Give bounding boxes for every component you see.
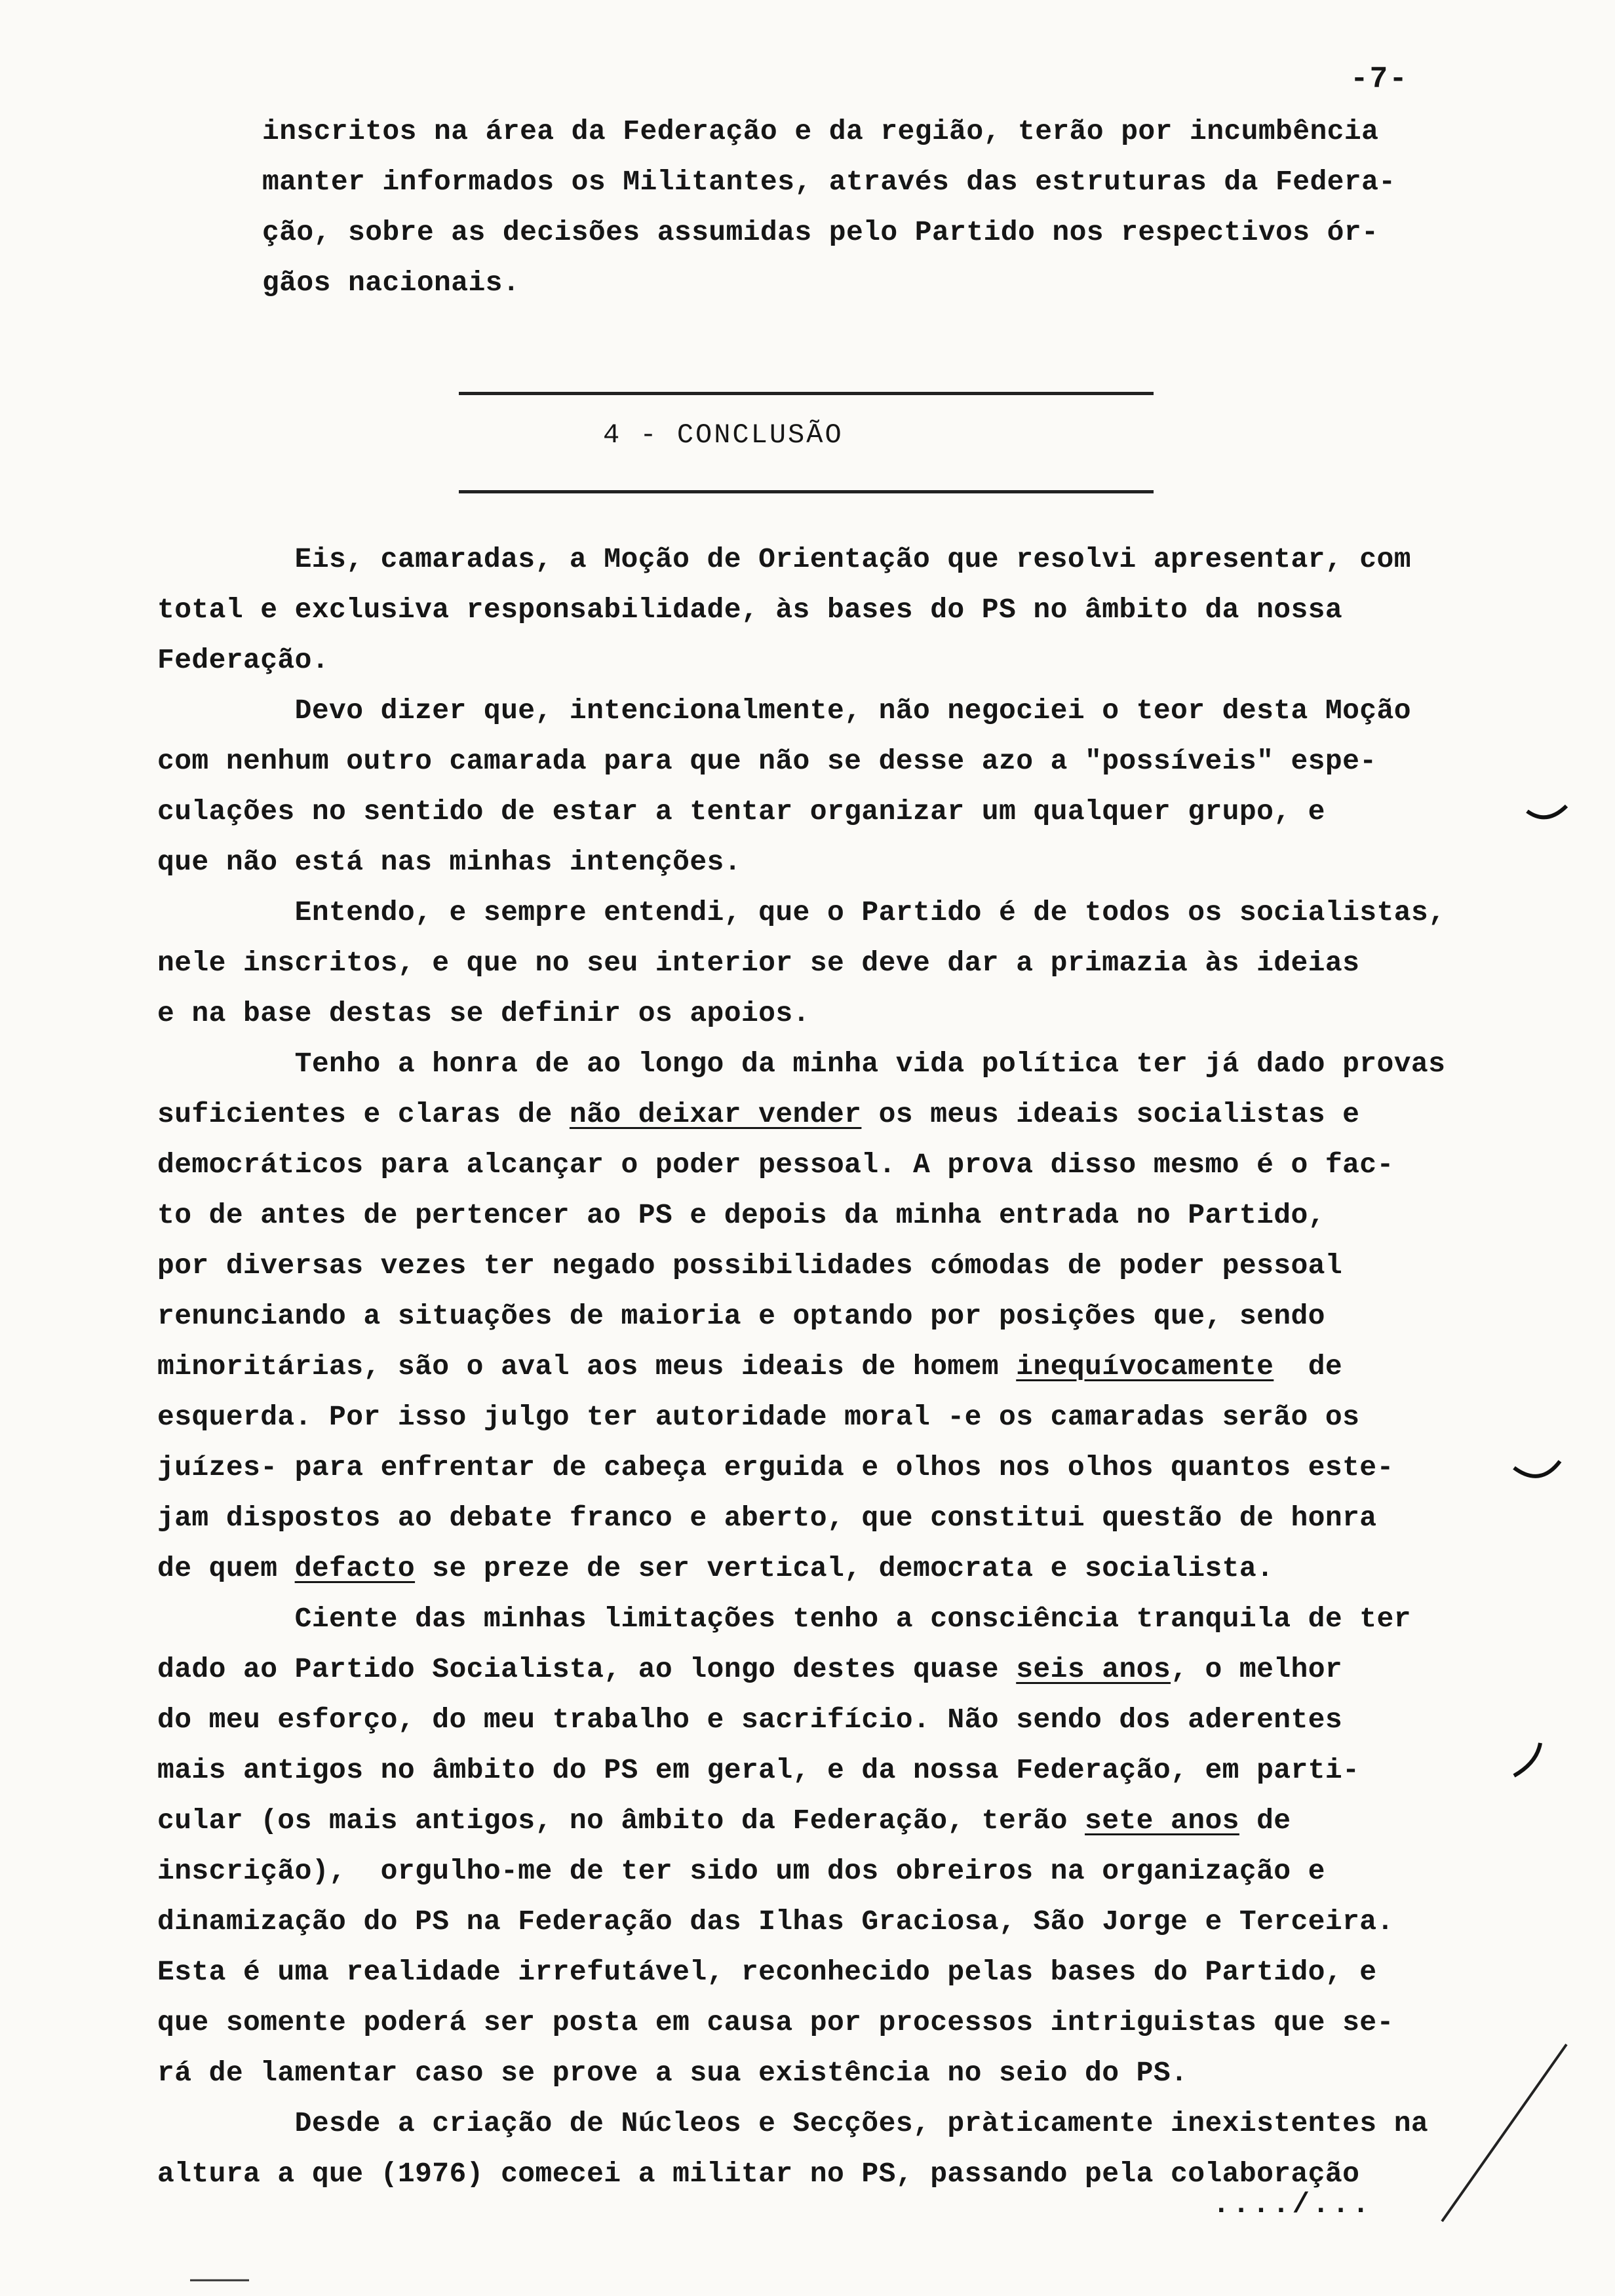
scan-dash [190,2274,269,2287]
intro-line: manter informados os Militantes, através das estruturas da Federa- [262,166,1396,198]
page-number: -7- [1350,62,1409,96]
text-line: nele inscritos, e que no seu interior se deve dar a primazia às ideias [157,947,1360,979]
text-line: dado ao Partido Socialista, ao longo destes quase seis anos, o melhor [157,1653,1343,1685]
text-line: mais antigos no âmbito do PS em geral, e da nossa Federação, em parti- [157,1754,1360,1786]
heading-rule-bottom [459,490,1154,493]
text-line: Desde a criação de Núcleos e Secções, pràticamente inexistentes na [157,2107,1429,2139]
text-line: inscrição), orgulho-me de ter sido um dos obreiros na organização e [157,1855,1325,1887]
text-line: minoritárias, são o aval aos meus ideais de homem inequívocamente de [157,1350,1343,1383]
text-line: rá de lamentar caso se prove a sua existência no seio do PS. [157,2057,1188,2089]
text-line: e na base destas se definir os apoios. [157,997,810,1029]
text-line: por diversas vezes ter negado possibilidades cómodas de poder pessoal [157,1250,1343,1282]
section-heading: 4 - CONCLUSÃO [603,419,844,451]
margin-tick-3 [1514,1743,1540,1776]
text-line: Entendo, e sempre entendi, que o Partido é de todos os socialistas, [157,896,1446,928]
underlined-phrase: defacto [294,1552,416,1584]
text-line: culações no sentido de estar a tentar organizar um qualquer grupo, e [157,795,1325,828]
text-line: suficientes e claras de não deixar vender os meus ideais socialistas e [157,1098,1360,1130]
pen-stroke [1429,2031,1586,2228]
margin-tick-1 [1527,806,1566,817]
intro-line: inscritos na área da Federação e da região, terão por incumbência [262,115,1379,147]
text-line: de quem defacto se preze de ser vertical, democrata e socialista. [157,1552,1274,1584]
underlined-phrase: inequívocamente [1016,1350,1274,1383]
underlined-phrase: sete anos [1085,1805,1239,1837]
text-line: Esta é uma realidade irrefutável, reconhecido pelas bases do Partido, e [157,1956,1377,1988]
text-line: que somente poderá ser posta em causa por processos intriguistas que se- [157,2006,1394,2038]
text-line: Devo dizer que, intencionalmente, não negociei o teor desta Moção [157,695,1411,727]
margin-tick-2 [1514,1461,1560,1476]
text-line: to de antes de pertencer ao PS e depois da minha entrada no Partido, [157,1199,1325,1231]
continuation-mark: ..../... [1213,2189,1372,2221]
text-line: com nenhum outro camarada para que não se desse azo a "possíveis" espe- [157,745,1377,777]
heading-rule-top [459,392,1154,395]
text-line: Eis, camaradas, a Moção de Orientação que resolvi apresentar, com [157,543,1411,575]
text-line: democráticos para alcançar o poder pessoal. A prova disso mesmo é o fac- [157,1149,1394,1181]
text-line: do meu esforço, do meu trabalho e sacrifício. Não sendo dos aderentes [157,1704,1343,1736]
text-line: cular (os mais antigos, no âmbito da Federação, terão sete anos de [157,1805,1291,1837]
text-line: altura a que (1976) comecei a militar no PS, passando pela colaboração [157,2158,1360,2190]
conclusion-text [157,534,1468,2199]
text-line: Tenho a honra de ao longo da minha vida política ter já dado provas [157,1048,1446,1080]
text-line: Federação. [157,644,330,676]
margin-marks [1501,754,1580,1999]
text-line: renunciando a situações de maioria e optando por posições que, sendo [157,1300,1325,1332]
intro-line: ção, sobre as decisões assumidas pelo Partido nos respectivos ór- [262,216,1379,248]
underlined-phrase: não deixar vender [569,1098,862,1130]
intro-line: gãos nacionais. [262,267,520,299]
text-line: dinamização do PS na Federação das Ilhas Graciosa, São Jorge e Terceira. [157,1905,1394,1938]
text-line: esquerda. Por isso julgo ter autoridade moral -e os camaradas serão os [157,1401,1360,1433]
intro-paragraph [262,106,1455,308]
text-line: jam dispostos ao debate franco e aberto, que constitui questão de honra [157,1502,1377,1534]
text-line: Ciente das minhas limitações tenho a consciência tranquila de ter [157,1603,1411,1635]
underlined-phrase: seis anos [1016,1653,1171,1685]
text-line: que não está nas minhas intenções. [157,846,741,878]
text-line: total e exclusiva responsabilidade, às bases do PS no âmbito da nossa [157,594,1343,626]
text-line: juízes- para enfrentar de cabeça erguida e olhos nos olhos quantos este- [157,1451,1394,1483]
